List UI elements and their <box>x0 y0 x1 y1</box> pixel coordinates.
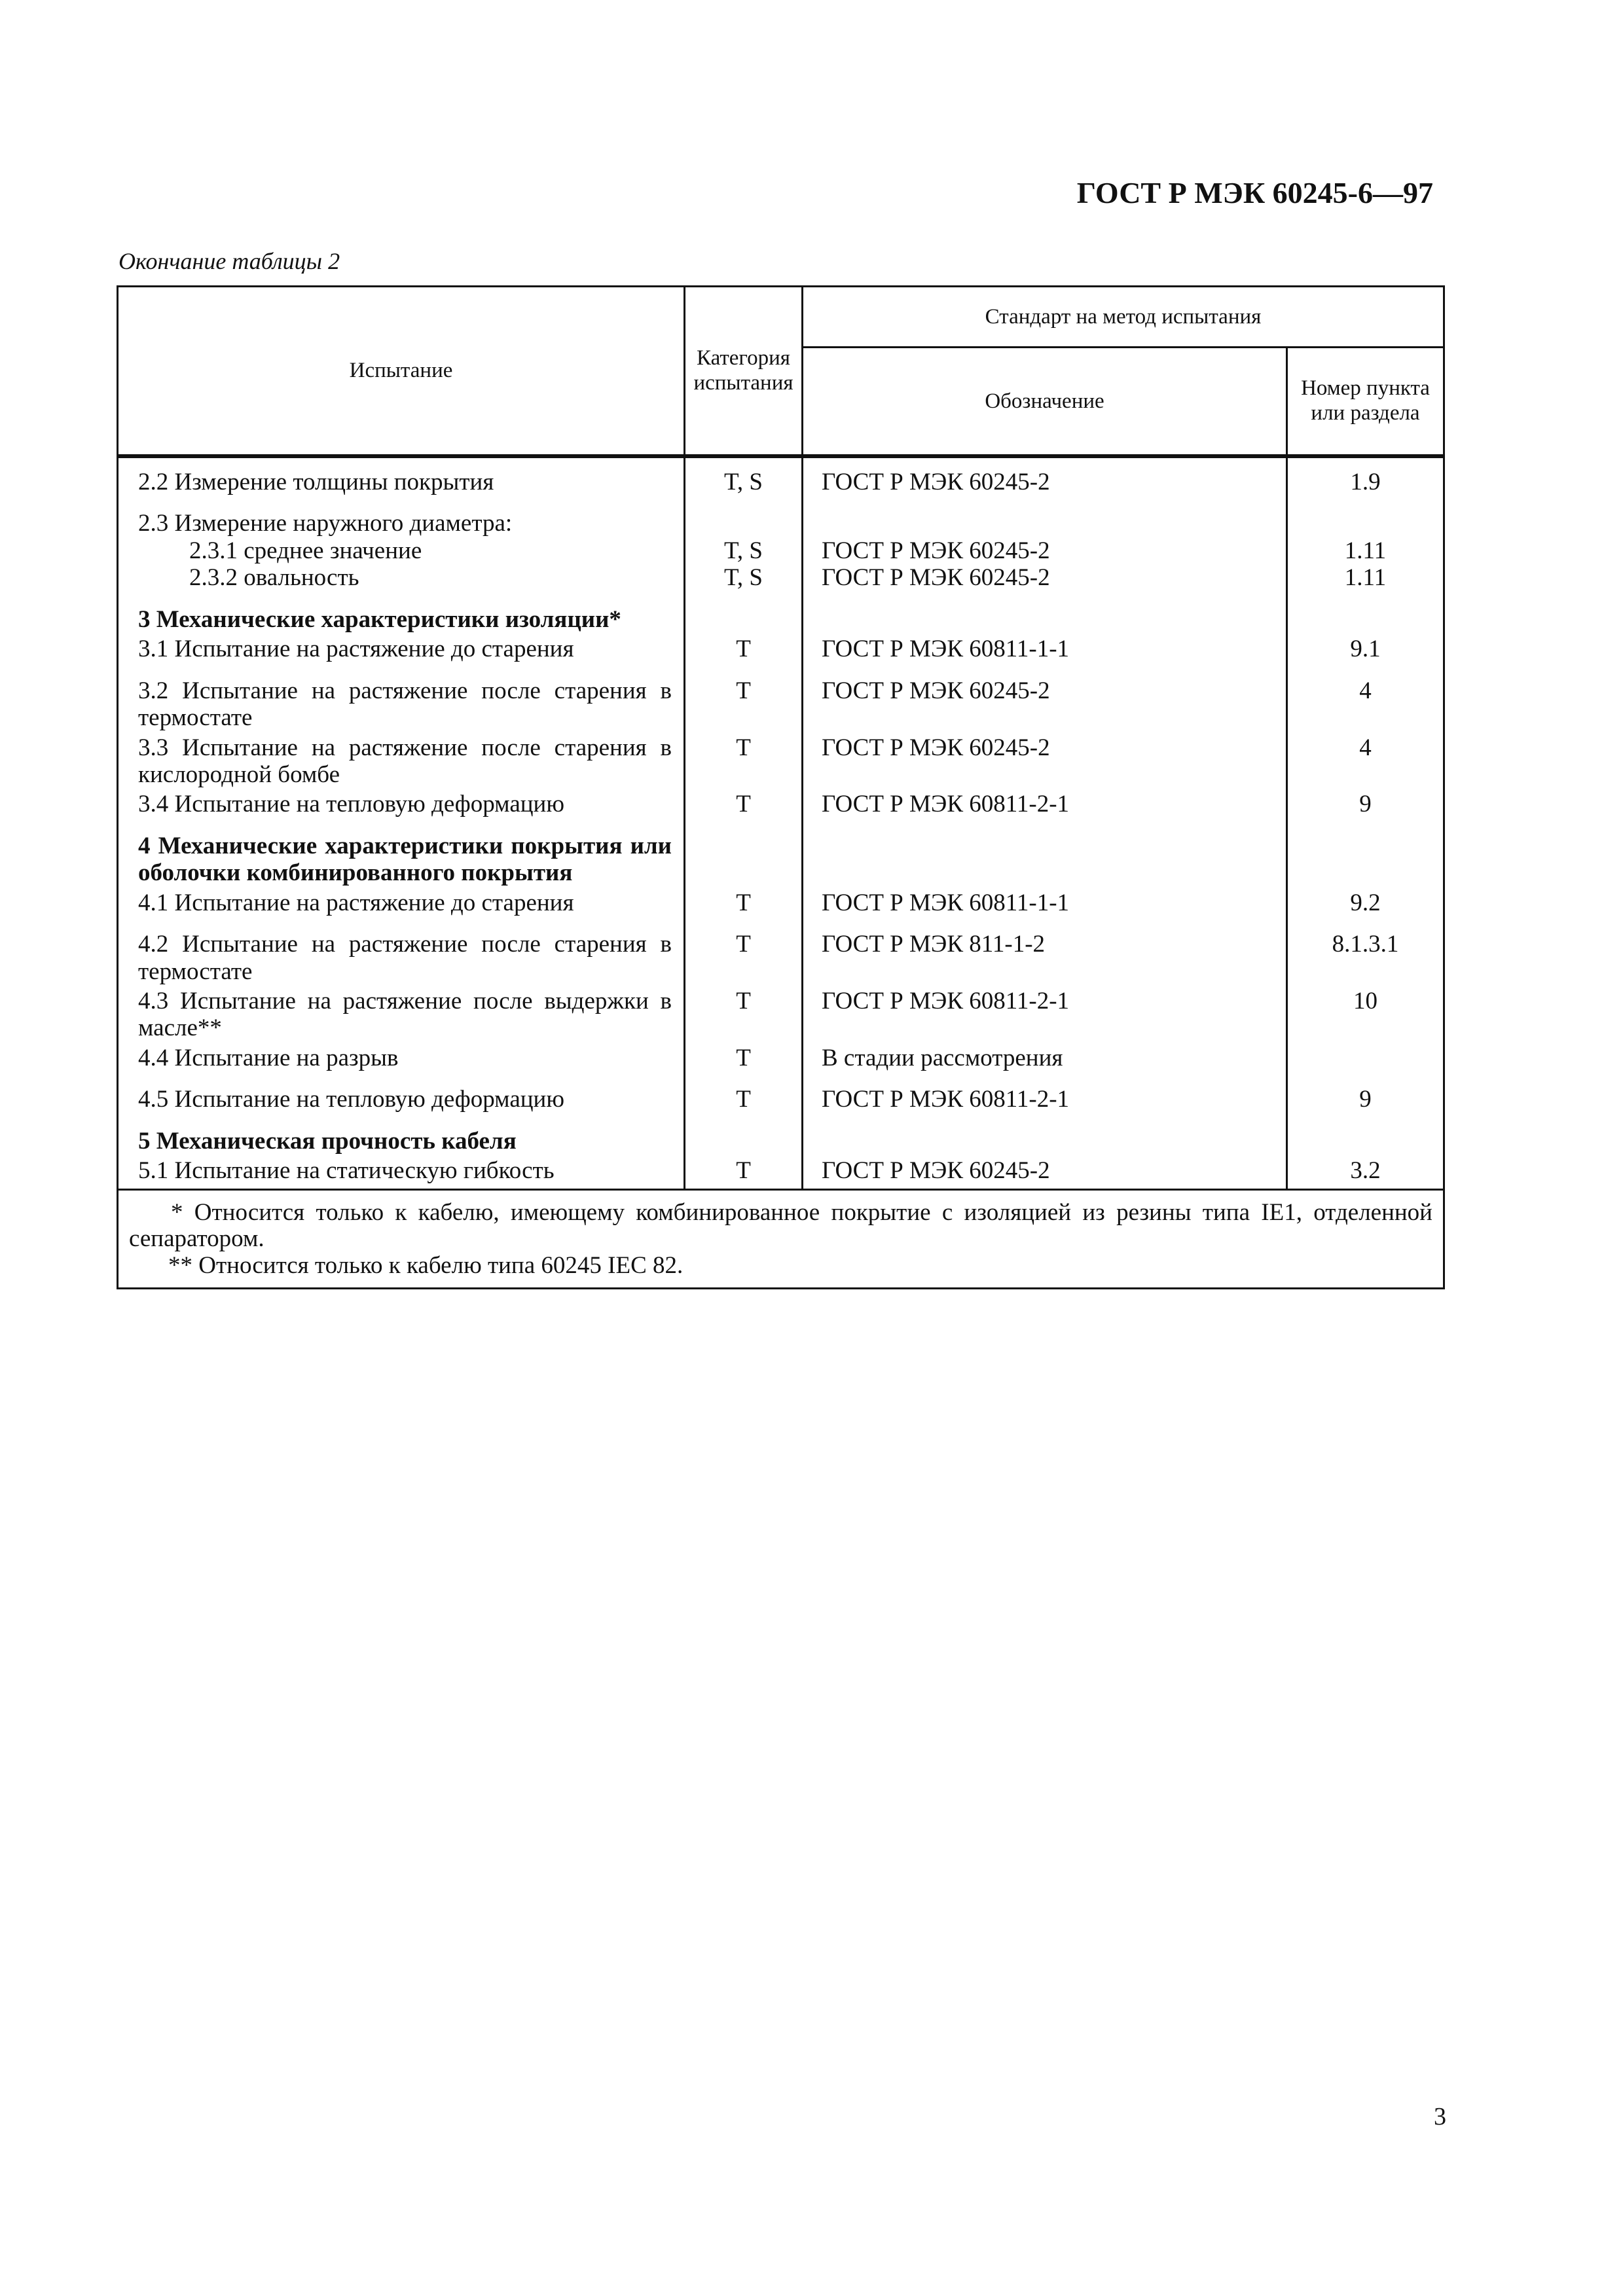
footnotes-cell <box>118 1189 1444 1288</box>
header-standard-group: Стандарт на метод испытания <box>803 287 1444 348</box>
clause-number: 4 <box>1287 675 1444 732</box>
test-category: T <box>685 732 803 789</box>
standard-designation: ГОСТ Р МЭК 60811-2-1 <box>803 1083 1287 1124</box>
standard-designation-value: ГОСТ Р МЭК 60245-2 <box>822 537 1050 564</box>
table-row <box>118 985 1444 1042</box>
test-name: 3.3 Испытание на растяжение после старения в кислородной бомбе <box>118 732 685 789</box>
test-category: T <box>685 1042 803 1083</box>
test-subitem: 2.3.2 овальность <box>189 564 359 592</box>
table-footnotes <box>118 1189 1444 1288</box>
clause-number: 8.1.3.1 <box>1287 928 1444 985</box>
header-clause: Номер пункта или раздела <box>1287 348 1444 457</box>
clause-number: 1.9 <box>1287 456 1444 507</box>
table-row-section <box>118 830 1444 887</box>
table-row <box>118 887 1444 928</box>
test-category: T <box>685 887 803 928</box>
test-name: 3.2 Испытание на растяжение после старения в термостате <box>118 675 685 732</box>
clause-number: 3.2 <box>1287 1155 1444 1189</box>
clause-number-value: 1.11 <box>1344 564 1387 592</box>
standard-designation: ГОСТ Р МЭК 60811-2-1 <box>803 788 1287 829</box>
test-group-label: 2.3 Измерение наружного диаметра: <box>138 510 513 537</box>
test-name: 3.4 Испытание на тепловую деформацию <box>118 788 685 829</box>
header-category: Категория испытания <box>685 287 803 457</box>
test-name: 4.5 Испытание на тепловую деформацию <box>118 1083 685 1124</box>
clause-number <box>1287 507 1444 603</box>
header-designation: Обозначение <box>803 348 1287 457</box>
standard-designation-value: ГОСТ Р МЭК 60245-2 <box>822 564 1050 592</box>
clause-number: 4 <box>1287 732 1444 789</box>
clause-number-value: 1.11 <box>1344 537 1387 564</box>
standard-designation: ГОСТ Р МЭК 60245-2 <box>803 456 1287 507</box>
clause-number: 9 <box>1287 1083 1444 1124</box>
standard-designation: ГОСТ Р МЭК 60811-1-1 <box>803 633 1287 674</box>
test-category: T <box>685 633 803 674</box>
standard-designation: ГОСТ Р МЭК 60245-2 <box>803 1155 1287 1189</box>
table-row <box>118 928 1444 985</box>
test-category <box>685 507 803 603</box>
test-category: T <box>685 928 803 985</box>
footnote: ** Относится только к кабелю типа 60245 IEC 82. <box>168 1252 684 1279</box>
header-test: Испытание <box>118 287 685 457</box>
standard-designation: ГОСТ Р МЭК 60245-2 <box>803 732 1287 789</box>
test-methods-table <box>117 285 1445 1289</box>
table-row <box>118 675 1444 732</box>
table-row <box>118 633 1444 674</box>
table-row-section <box>118 603 1444 633</box>
test-category: T <box>685 985 803 1042</box>
document-code: ГОСТ Р МЭК 60245-6—97 <box>1076 176 1433 209</box>
test-name: 4.2 Испытание на растяжение после старения в термостате <box>118 928 685 985</box>
test-name: 4.4 Испытание на разрыв <box>118 1042 685 1083</box>
table-row-section <box>118 1125 1444 1155</box>
table-row <box>118 1155 1444 1189</box>
section-heading: 5 Механическая прочность кабеля <box>118 1125 685 1155</box>
table-row <box>118 1083 1444 1124</box>
standard-designation <box>803 507 1287 603</box>
test-name: 2.2 Измерение толщины покрытия <box>118 456 685 507</box>
test-category-value: T, S <box>724 537 763 564</box>
standard-designation: ГОСТ Р МЭК 60245-2 <box>803 675 1287 732</box>
test-category-value: T, S <box>724 564 763 592</box>
test-name: 4.3 Испытание на растяжение после выдержки в масле** <box>118 985 685 1042</box>
clause-number: 10 <box>1287 985 1444 1042</box>
test-name <box>118 507 685 603</box>
test-category: T, S <box>685 456 803 507</box>
test-category: T <box>685 1083 803 1124</box>
test-category: T <box>685 788 803 829</box>
table-row <box>118 1042 1444 1083</box>
clause-number: 9.1 <box>1287 633 1444 674</box>
test-subitem: 2.3.1 среднее значение <box>189 537 422 564</box>
section-heading: 3 Механические характеристики изоляции* <box>118 603 685 633</box>
table-row <box>118 456 1444 507</box>
test-category: T <box>685 675 803 732</box>
standard-designation: ГОСТ Р МЭК 811-1-2 <box>803 928 1287 985</box>
test-name: 4.1 Испытание на растяжение до старения <box>118 887 685 928</box>
section-heading: 4 Механические характеристики покрытия или оболочки комбинированного покрытия <box>118 830 685 887</box>
test-name: 3.1 Испытание на растяжение до старения <box>118 633 685 674</box>
test-category: T <box>685 1155 803 1189</box>
standard-designation: ГОСТ Р МЭК 60811-2-1 <box>803 985 1287 1042</box>
standard-designation: ГОСТ Р МЭК 60811-1-1 <box>803 887 1287 928</box>
table-row <box>118 788 1444 829</box>
table-row <box>118 732 1444 789</box>
page-number: 3 <box>1434 2103 1446 2130</box>
clause-number <box>1287 1042 1444 1083</box>
table-caption: Окончание таблицы 2 <box>119 248 340 274</box>
table-row <box>118 507 1444 603</box>
standard-designation: В стадии рассмотрения <box>803 1042 1287 1083</box>
footnote: * Относится только к кабелю, имеющему комбинированное покрытие с изоляцией из резины типа IE1, отделенной сепаратором. <box>129 1198 1432 1253</box>
clause-number: 9 <box>1287 788 1444 829</box>
clause-number: 9.2 <box>1287 887 1444 928</box>
test-name: 5.1 Испытание на статическую гибкость <box>118 1155 685 1189</box>
